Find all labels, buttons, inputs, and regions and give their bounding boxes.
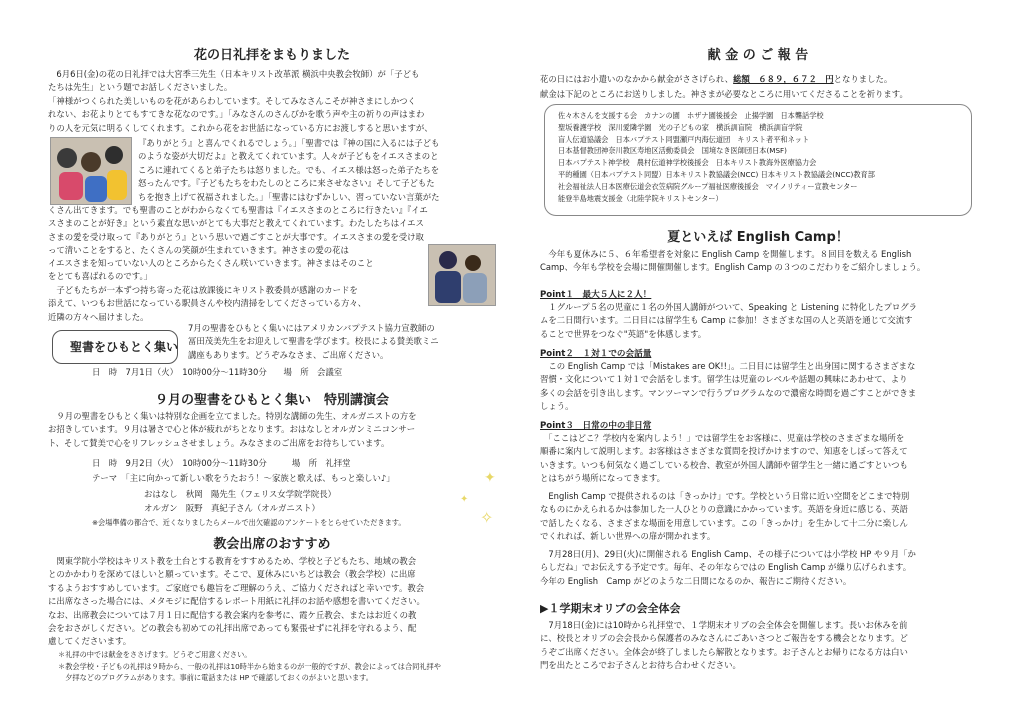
offering-total: 総額 ６８９，６７２ 円 — [733, 74, 834, 84]
september-meeting-note: ※会場準備の都合で、近くなりましたらメールで出欠確認のアンケートをとらせていただきます。 — [92, 518, 406, 527]
olive-meeting-title: ▶１学期末オリブの会全体会 — [540, 602, 681, 615]
sparkle-icon: ✧ — [480, 508, 494, 527]
church-attendance-note-2: ＊教会学校・子どもの礼拝は９時から、一般の礼拝は10時半から始まるのが一般的ですが、教会によっては合同礼拝や 夕拝などのプログラムがあります。事前に電話または HP で確認しておくのがよいと思います。 — [58, 662, 441, 682]
point-3-body: 「ここはどこ？学校内を案内しよう！」では留学生をお客様に、児童は学校のさまざまな場所を 順番に案内して説明します。お客様はさまざまな質問を投げかけますので、知恵をしぼって答えて いきます。いつも何気なく過ごしている校舎、教室が外国人講師や留学生と一緒に過ごすといつも とはちがう場所になってきます。 — [540, 433, 908, 484]
point-1-body: １グループ５名の児童に１名の外国人講師がついて、Speaking と Listening に特化したプログラ ムを二日間行います。二日目には留学生も Camp に参加！さまざまな国の人と英語を通じて交流す ることで世界をつなぐ"英語"を体感します。 — [540, 302, 918, 339]
church-attendance-title: 教会出席のおすすめ — [213, 537, 331, 552]
english-camp-body-3: 7月28日(月)、29日(火)に開催される English Camp、その様子については小学校 HP や９月「か らしだね」でお伝えする予定です。毎年、その年ならではの English Camp が繰り広げられます。 今年の English Camp がどのような二日間になるのか、報告にご期待ください。 — [540, 549, 916, 586]
english-camp-intro: 今年も夏休みに５、６年希望者を対象に English Camp を開催します。８回目を数える English Camp、今年も学校を会場に開催開催します。English Camp の３つのこだわりをご紹介しましょう。 — [540, 249, 926, 273]
donor-line: 日本バプテスト神学校 農村伝道神学校後援会 日本キリスト教海外医療協力会 — [558, 158, 817, 168]
point-2-body: この English Camp では「Mistakes are OK!!」。二日目には留学生と出身国に関するさまざまな 習慣・文化について１対１で会話をします。留学生は児童のレベルや話題の興味にあわせて、より 多くの会話を引き出します。マンツーマンで行うプログラムなので濃密な時間を過ごすことができま しょう。 — [540, 361, 917, 412]
flower-day-body-3: くさん出てきます。でも聖書のことがわからなくても聖書は『イエスさまのところに行きたい』『イエ スさまのことが好き』という素直な思いがとても大事だと教えてくれています。わたしたちはイエス さまの愛を受け取って『ありがとう』という思いで過ごすことが大事です。イエスさまの愛を受け取 って清いことをすると、たくさんの笑顔が生まれていきます。神さまの愛の花は — [48, 205, 428, 256]
september-meeting-theme: テーマ 「主に向かって新しい歌をうたおう！～家族と歌えば、もっと楽しい♪」 — [92, 473, 395, 483]
church-attendance-note-1: ＊礼拝の中では献金をささげます。どうぞご用意ください。 — [58, 650, 252, 659]
bible-meeting-desc: 7月の聖書をひもとく集いにはアメリカンバプテスト協力宣教師の 冨田茂美先生をお迎えして聖書を学びます。校長による賛美歌ミニ 講座もあります。どうぞみなさま、ご出席ください。 — [188, 323, 439, 360]
offering-report-title: 献 金 の ご 報 告 — [707, 48, 809, 63]
september-meeting-title: ９月の聖書をひもとく集い 特別講演会 — [154, 393, 389, 408]
september-meeting-body: ９月の聖書をひもとく集いは特別な企画を立てました。特別な講師の先生、オルガニストの方を お招きしています。９月は暑さで心と体が疲れがちとなります。おはなしとオルガンミニコンサー ト、そして賛美で心をリフレッシュさせましょう。みなさまのご出席をお待ちしています。 — [48, 411, 417, 448]
sparkle-icon: ✦ — [460, 494, 469, 505]
sparkle-icon: ✦ — [484, 470, 496, 486]
donor-line: 日本基督教団神奈川教区寿地区活動委員会 国境なき医師団日本(MSF) — [558, 146, 787, 156]
donor-line: 盲人伝道協議会 日本バプテスト同盟瀬戸内海伝道団 キリスト者平和ネット — [558, 134, 810, 144]
point-3-heading: Point３ 日常の中の非日常 — [540, 421, 652, 431]
english-camp-title: 夏といえば English Camp！ — [667, 230, 849, 245]
children-flower-photo — [50, 137, 132, 205]
olive-meeting-body: 7月18日(金)には10時から礼拝堂で、１学期末オリブの会全体会を開催します。長いお休みを前 に、校長とオリブの会会長から保護者のみなさんにごあいさつとご報告をする機会となります。ど うぞご出席ください。全体会が終了しましたら解散となります。お子さんとお帰りになる方は白い 門を出たところでお子さんとお待ち合わせください。 — [540, 620, 908, 671]
donor-line: 佐々木さんを支援する会 カナンの園 ホザナ園後援会 止揚学園 日本聾話学校 — [558, 111, 824, 120]
point-1-heading: Point１ 最大５人に２人！ — [540, 290, 652, 300]
offering-intro-end: となりました。 — [833, 74, 893, 84]
offering-intro-text: 花の日にはお小遣いのなかから献金がささげられ、 — [540, 74, 734, 84]
point-2-heading: Point２ １対１での会話量 — [540, 349, 652, 359]
september-meeting-when: 日 時 9月2日（火） 10時00分～11時30分 場 所 礼拝堂 — [92, 458, 351, 468]
station-staff-photo — [428, 244, 496, 306]
offering-intro — [540, 73, 976, 86]
september-meeting-organ: オルガン 阪野 真紀子さん（オルガニスト） — [144, 503, 320, 513]
donor-line: 聖坂養護学校 深川愛隣学園 光の子どもの家 横浜訓盲院 横浜訓盲学院 — [558, 122, 803, 132]
september-meeting-speaker: おはなし 秋岡 陽先生（フェリス女学院学院長） — [144, 489, 337, 499]
bible-meeting-when: 日 時 7月1日（火） 10時00分～11時30分 場 所 会議室 — [92, 367, 343, 377]
bible-meeting-title: 聖書をひもとく集い — [70, 340, 179, 354]
church-attendance-body: 関東学院小学校はキリスト教を土台とする教育をすすめるため、学校と子どもたち、地域の教会 とのかかわりを深めてほしいと願っています。そこで、夏休みにいちどは教会（教会学校）に出席 するようおすすめしています。ご家庭でも趣旨をご理解のうえ、ご協力くださればと幸いです。教会 に出席なさった場合には、メタモジに配信するレポート用紙に礼拝のお話や感想を書いてください。 なお、出席教会については７月１日に配信する教会案内を参考に、霞ケ丘教会、またはお近くの教 会をおさがしください。どの教会も初めての礼拝出席であっても緊張せずに礼拝を守れるよう、配 慮してくださいます。 — [48, 556, 425, 647]
flower-day-body-4: イエスさまを知っていない人のところからたくさん咲いていきます。神さまはそのこと をとても喜ばれるのです。」 — [48, 258, 374, 282]
donor-line: 社会福祉法人日本医療伝道会衣笠病院グループ福祉医療後援会 マイノリティー宣教センター — [558, 181, 858, 191]
flower-day-body-2: 『ありがとう』と喜んでくれるでしょう。」「聖書では『神の国に入るには子ども のような姿が大切だよ』と教えてくれています。人々が子どもをイエスさまのと ころに連れてくると弟子たちは怒りました。でも、イエス様は怒った弟子たちを 怒ったんです。『子どもたちをわたしのところに来させなさい』そして子どもた ちを抱き上げて祝福されました。」「聖書にはむずかしい、習っていない言葉がた — [138, 138, 440, 202]
flower-day-title: 花の日礼拝をまもりました — [193, 48, 350, 63]
donor-line: 能登半島地震支援金（北陸学院キリストセンター） — [558, 193, 723, 203]
english-camp-body-2: English Camp で提供されるのは「きっかけ」です。学校という日常に近い空間をどこまで特別 なものにかえられるかは参加した一人ひとりの意識にかかっています。英語を身近に感じる、英語 で話したくなる、さまざまな場面を用意しています。この「きっかけ」を生かして十二分に楽しん でくれれば、新しい世界への扉が開かれます。 — [540, 491, 910, 542]
donor-line: 平的種園（日本バプテスト同盟）日本キリスト教協議会(NCC) 日本キリスト教協議会(NCC)教育部 — [558, 169, 875, 179]
flower-day-body-1: 6月6日(金)の花の日礼拝では大宮季三先生（日本キリスト改革派 横浜中央教会牧師）が「子ども たちは先生」という題でお話しくださいました。 「神様がつくられた美しいものを花があらわしています。そしてみなさんこそが神さまにしかつく れない、お花よりとてもすてきな花なのです。」「みなさんのさんびかを歌う声や主の祈りの声はまわ りの人を元気に明るくしてくれます。これから花をお世話になっている方にお渡しすると思いますが、 — [48, 69, 433, 133]
offering-intro-2: 献金は下記のところにお送りしました。神さまが必要なところに用いてくださることを祈ります。 — [540, 89, 908, 99]
flower-day-body-5: 子どもたちが一本ずつ持ち寄った花は放課後にキリスト教委員が感謝のカードを 添えて、いつもお世話になっている駅員さんや校内清掃をしてくださっている方々、 近隣の方々へ届けました。 — [48, 285, 367, 322]
donor-list — [558, 110, 968, 204]
